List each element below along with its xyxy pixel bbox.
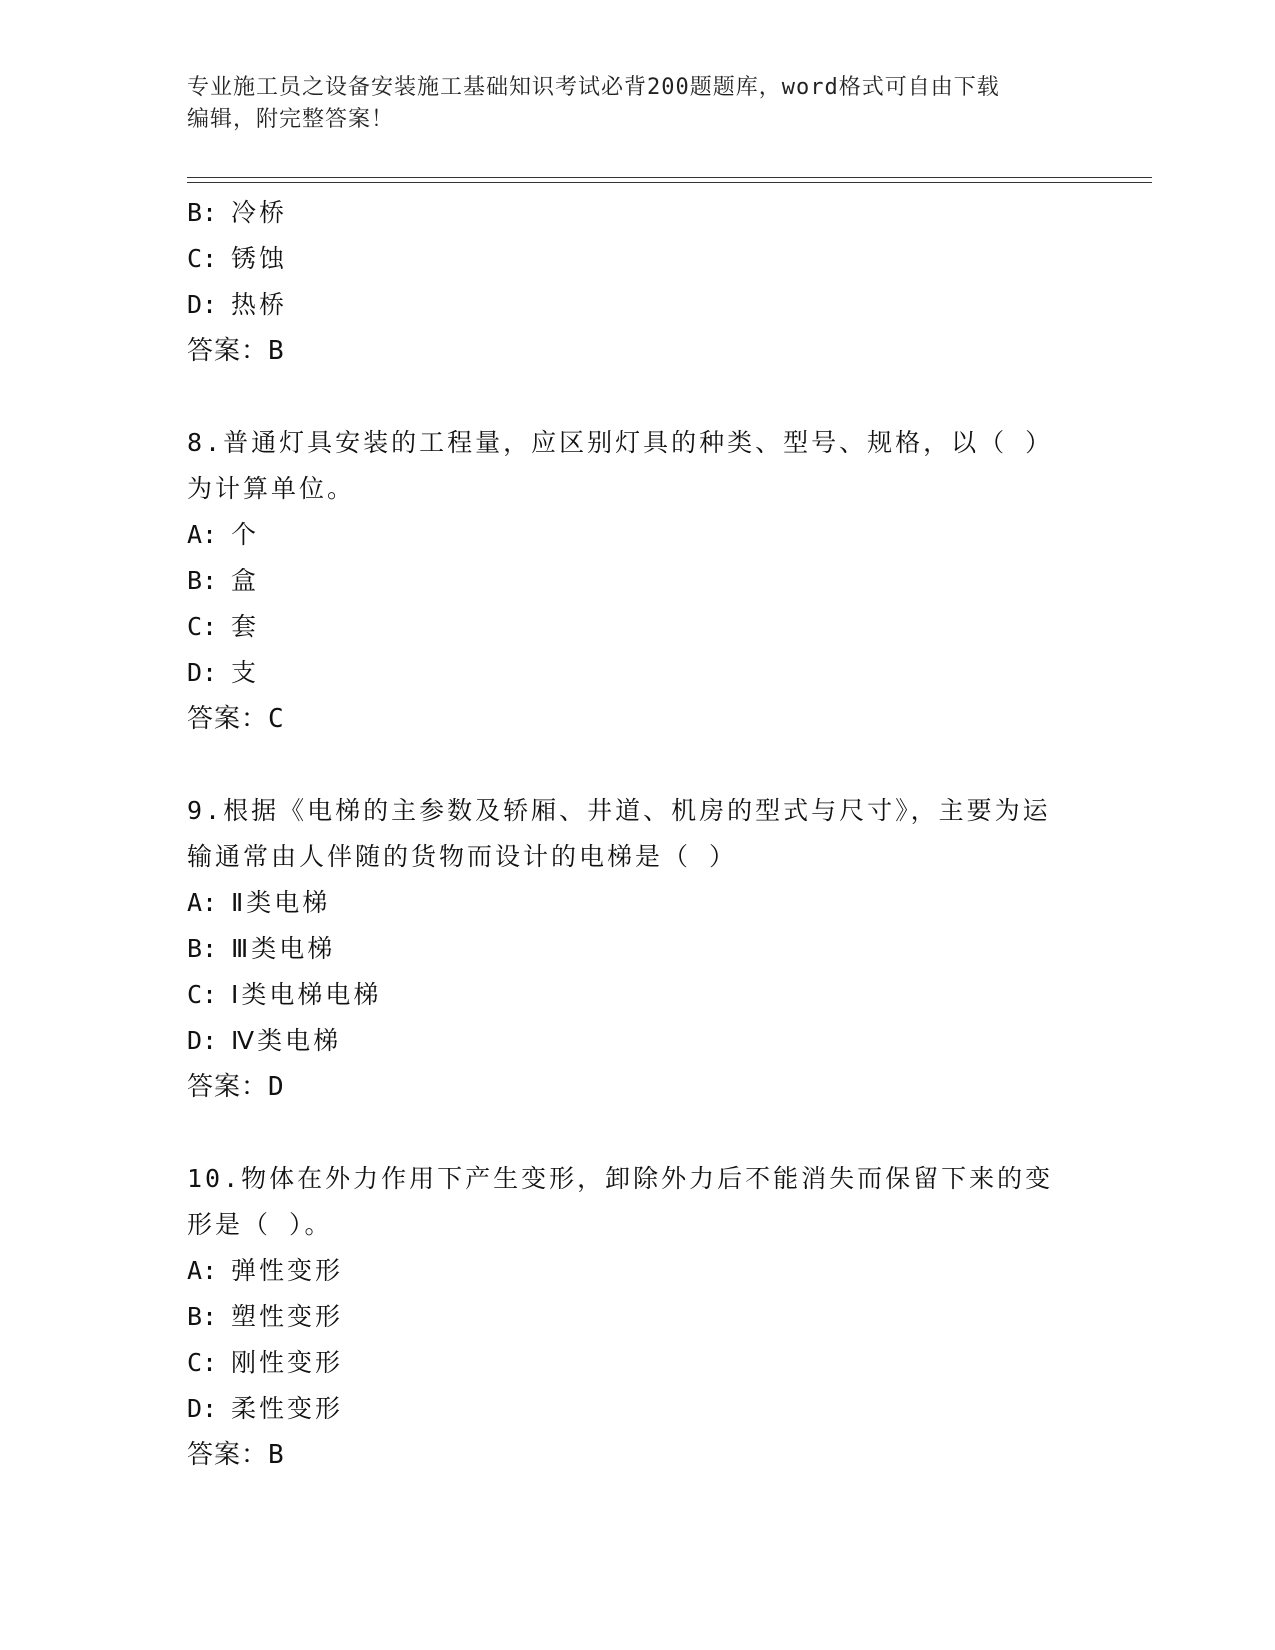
header-rule-bottom: [187, 182, 1152, 183]
option-b: [187, 1294, 1087, 1340]
question-text: 10.物体在外力作用下产生变形，卸除外力后不能消失而保留下来的变形是（ ）。: [187, 1164, 1054, 1239]
answer-line: [187, 1064, 1087, 1110]
answer-line: [187, 1432, 1087, 1478]
option-d: [187, 282, 1087, 328]
option-text: 支: [231, 658, 260, 687]
header-rule-top: [187, 177, 1152, 178]
option-label: D:: [187, 658, 218, 687]
answer-label: 答案：: [187, 1440, 269, 1470]
question-10: [187, 1156, 1087, 1478]
option-text: 热桥: [231, 290, 288, 319]
option-label: C:: [187, 980, 218, 1009]
option-a: [187, 1248, 1087, 1294]
option-d: [187, 650, 1087, 696]
option-label: C:: [187, 1348, 218, 1377]
option-b: [187, 926, 1087, 972]
answer-value: B: [268, 336, 285, 366]
header-line-1: 专业施工员之设备安装施工基础知识考试必背200题题库，word格式可自由下载: [187, 75, 1000, 100]
question-7-continued: [187, 190, 1087, 374]
option-label: D:: [187, 1026, 218, 1055]
option-label: B:: [187, 934, 218, 963]
option-c: [187, 1340, 1087, 1386]
answer-label: 答案：: [187, 704, 269, 734]
answer-label: 答案：: [187, 336, 269, 366]
option-a: [187, 512, 1087, 558]
option-label: B:: [187, 198, 218, 227]
option-d: [187, 1386, 1087, 1432]
option-label: B:: [187, 1302, 218, 1331]
option-c: [187, 236, 1087, 282]
option-a: [187, 880, 1087, 926]
option-text: 塑性变形: [231, 1302, 344, 1331]
answer-value: B: [268, 1440, 285, 1470]
header-line-2: 编辑，附完整答案！: [187, 107, 395, 132]
option-text: Ⅲ类电梯: [231, 934, 336, 963]
question-text: 8.普通灯具安装的工程量，应区别灯具的种类、型号、规格，以（ ）为计算单位。: [187, 428, 1054, 503]
document-header: [187, 72, 1067, 136]
option-label: C:: [187, 612, 218, 641]
option-b: [187, 558, 1087, 604]
option-d: [187, 1018, 1087, 1064]
option-text: 个: [231, 520, 260, 549]
option-text: 盒: [231, 566, 260, 595]
question-8: [187, 420, 1087, 742]
option-c: [187, 972, 1087, 1018]
question-text: 9.根据《电梯的主参数及轿厢、井道、机房的型式与尺寸》，主要为运输通常由人伴随的货物而设计的电梯是（ ）: [187, 796, 1051, 871]
option-label: A:: [187, 888, 218, 917]
option-label: D:: [187, 1394, 218, 1423]
option-label: C:: [187, 244, 218, 273]
option-label: A:: [187, 1256, 218, 1285]
answer-line: [187, 696, 1087, 742]
option-label: A:: [187, 520, 218, 549]
option-text: Ⅳ类电梯: [231, 1026, 342, 1055]
option-label: D:: [187, 290, 218, 319]
option-b: [187, 190, 1087, 236]
option-text: Ⅰ类电梯电梯: [231, 980, 382, 1009]
answer-line: [187, 328, 1087, 374]
option-text: 套: [231, 612, 260, 641]
answer-value: C: [268, 704, 285, 734]
option-text: 锈蚀: [231, 244, 288, 273]
option-text: 冷桥: [231, 198, 288, 227]
question-list: [187, 190, 1087, 1478]
option-label: B:: [187, 566, 218, 595]
answer-label: 答案：: [187, 1072, 269, 1102]
option-text: 刚性变形: [231, 1348, 344, 1377]
option-c: [187, 604, 1087, 650]
option-text: 弹性变形: [231, 1256, 344, 1285]
option-text: Ⅱ类电梯: [231, 888, 331, 917]
question-9: [187, 788, 1087, 1110]
answer-value: D: [268, 1072, 285, 1102]
option-text: 柔性变形: [231, 1394, 344, 1423]
